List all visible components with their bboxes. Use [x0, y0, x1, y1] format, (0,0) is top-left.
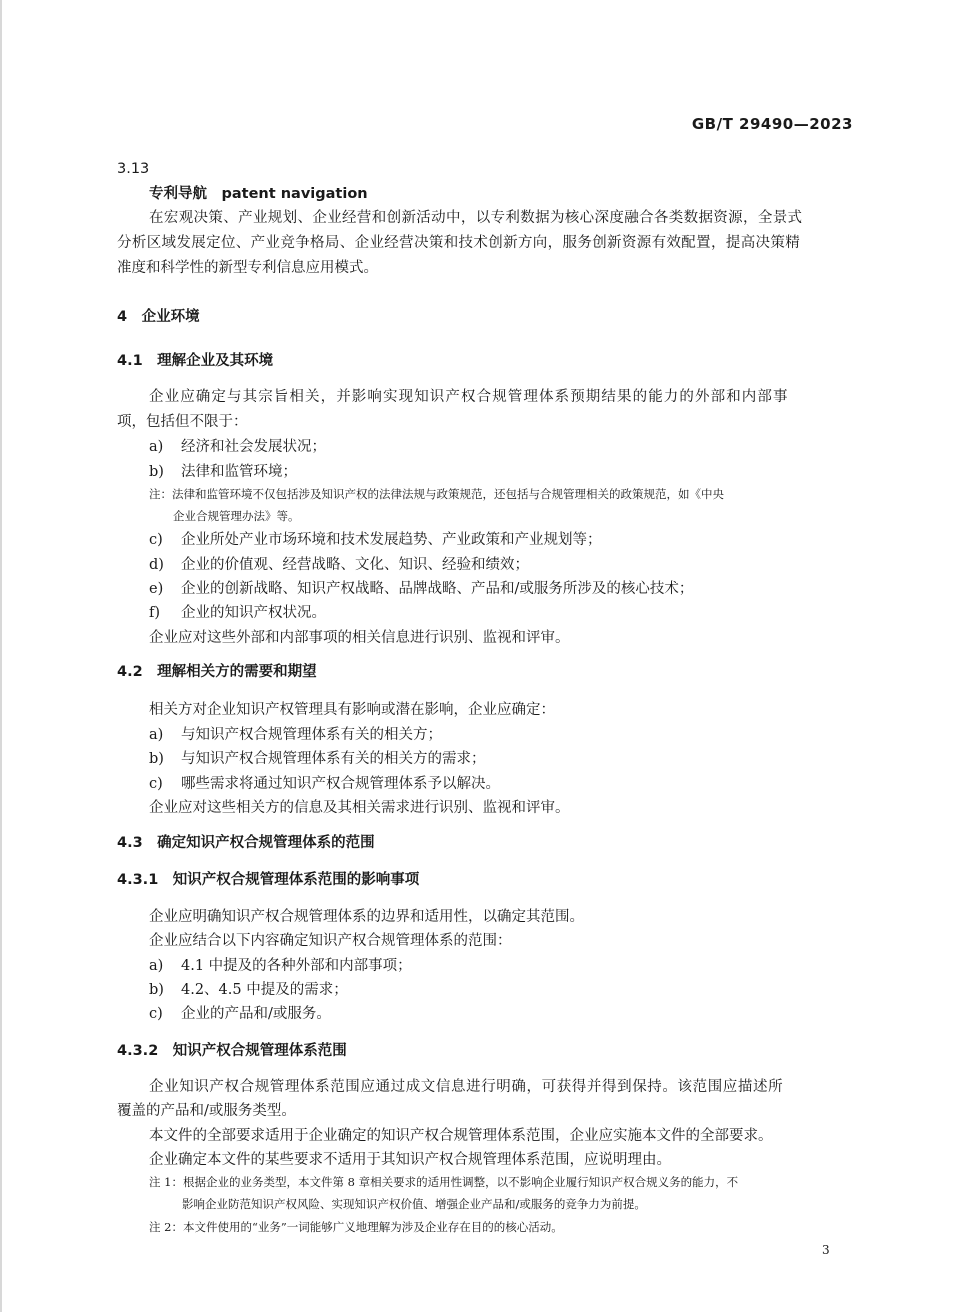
- list-label: d): [149, 557, 164, 573]
- note-line: 注：法律和监管环境不仅包括涉及知识产权的法律法规与政策规范，还包括与合规管理相关的政策规范，如《中央: [149, 487, 724, 501]
- list-label: a): [149, 439, 164, 455]
- list-label: c): [149, 532, 163, 548]
- list-label: f): [149, 605, 161, 621]
- term-definition-line: 分析区域发展定位、产业竞争格局、企业经营决策和技术创新方向，服务创新资源有效配置，提高决策精: [117, 235, 801, 251]
- list-item: 经济和社会发展状况；: [181, 439, 326, 455]
- paragraph-line: 企业应对这些相关方的信息及其相关需求进行识别、监视和评审。: [149, 800, 570, 816]
- list-item: 企业的产品和/或服务。: [181, 1006, 331, 1022]
- note-line: 影响企业防范知识产权风险、实现知识产权价值、增强企业产品和/或服务的竞争力为前提。: [182, 1197, 646, 1211]
- paragraph-line: 覆盖的产品和/或服务类型。: [117, 1103, 296, 1119]
- list-label: a): [149, 958, 164, 974]
- list-label: b): [149, 464, 164, 480]
- term-definition-line: 准度和科学性的新型专利信息应用模式。: [117, 260, 378, 276]
- paragraph-line: 企业应确定与其宗旨相关，并影响实现知识产权合规管理体系预期结果的能力的外部和内部事: [149, 389, 789, 405]
- paragraph-line: 项，包括但不限于：: [117, 414, 248, 430]
- section-heading: 4.3 确定知识产权合规管理体系的范围: [117, 835, 375, 851]
- list-item: 法律和监管环境；: [181, 464, 297, 480]
- note-line: 注 1：根据企业的业务类型，本文件第 8 章相关要求的适用性调整，以不影响企业履行知识产权合规义务的能力，不: [149, 1175, 739, 1189]
- term-definition-line: 在宏观决策、产业规划、企业经营和创新活动中，以专利数据为核心深度融合各类数据资源，全景式: [149, 210, 803, 226]
- list-label: b): [149, 982, 164, 998]
- subsection-heading: 4.3.2 知识产权合规管理体系范围: [117, 1043, 347, 1059]
- page-number: 3: [822, 1243, 830, 1257]
- list-label: c): [149, 1006, 163, 1022]
- paragraph-line: 企业应对这些外部和内部事项的相关信息进行识别、监视和评审。: [149, 630, 570, 646]
- paragraph-line: 相关方对企业知识产权管理具有影响或潜在影响，企业应确定：: [149, 702, 555, 718]
- paragraph-line: 企业应明确知识产权合规管理体系的边界和适用性，以确定其范围。: [149, 909, 584, 925]
- list-item: 与知识产权合规管理体系有关的相关方的需求；: [181, 751, 486, 767]
- section-heading: 4.2 理解相关方的需要和期望: [117, 664, 317, 680]
- doc-number: GB/T 29490—2023: [691, 115, 853, 133]
- paragraph-line: 本文件的全部要求适用于企业确定的知识产权合规管理体系范围，企业应实施本文件的全部要求。: [149, 1128, 773, 1144]
- list-item: 企业所处产业市场环境和技术发展趋势、产业政策和产业规划等；: [181, 532, 602, 548]
- paragraph-line: 企业应结合以下内容确定知识产权合规管理体系的范围：: [149, 933, 512, 949]
- term-title: 专利导航 patent navigation: [149, 186, 368, 202]
- page-edge: [0, 0, 2, 1312]
- list-label: c): [149, 776, 163, 792]
- list-label: e): [149, 581, 164, 597]
- list-label: a): [149, 727, 164, 743]
- note-line: 企业合规管理办法》等。: [173, 509, 300, 523]
- list-item: 4.2、4.5 中提及的需求；: [181, 982, 348, 998]
- list-item: 与知识产权合规管理体系有关的相关方；: [181, 727, 442, 743]
- paragraph-line: 企业确定本文件的某些要求不适用于其知识产权合规管理体系范围，应说明理由。: [149, 1152, 671, 1168]
- list-item: 哪些需求将通过知识产权合规管理体系予以解决。: [181, 776, 500, 792]
- list-label: b): [149, 751, 164, 767]
- paragraph-line: 企业知识产权合规管理体系范围应通过成文信息进行明确，可获得并得到保持。该范围应描述所: [149, 1079, 784, 1095]
- list-item: 企业的价值观、经营战略、文化、知识、经验和绩效；: [181, 557, 529, 573]
- section-heading: 4.1 理解企业及其环境: [117, 353, 274, 369]
- section-heading: 4 企业环境: [117, 309, 200, 325]
- list-item: 企业的知识产权状况。: [181, 605, 326, 621]
- term-number: 3.13: [117, 161, 150, 177]
- list-item: 企业的创新战略、知识产权战略、品牌战略、产品和/或服务所涉及的核心技术；: [181, 581, 694, 597]
- list-item: 4.1 中提及的各种外部和内部事项；: [181, 958, 412, 974]
- subsection-heading: 4.3.1 知识产权合规管理体系范围的影响事项: [117, 872, 420, 888]
- note-line: 注 2：本文件使用的“业务”一词能够广义地理解为涉及企业存在目的的核心活动。: [149, 1220, 563, 1234]
